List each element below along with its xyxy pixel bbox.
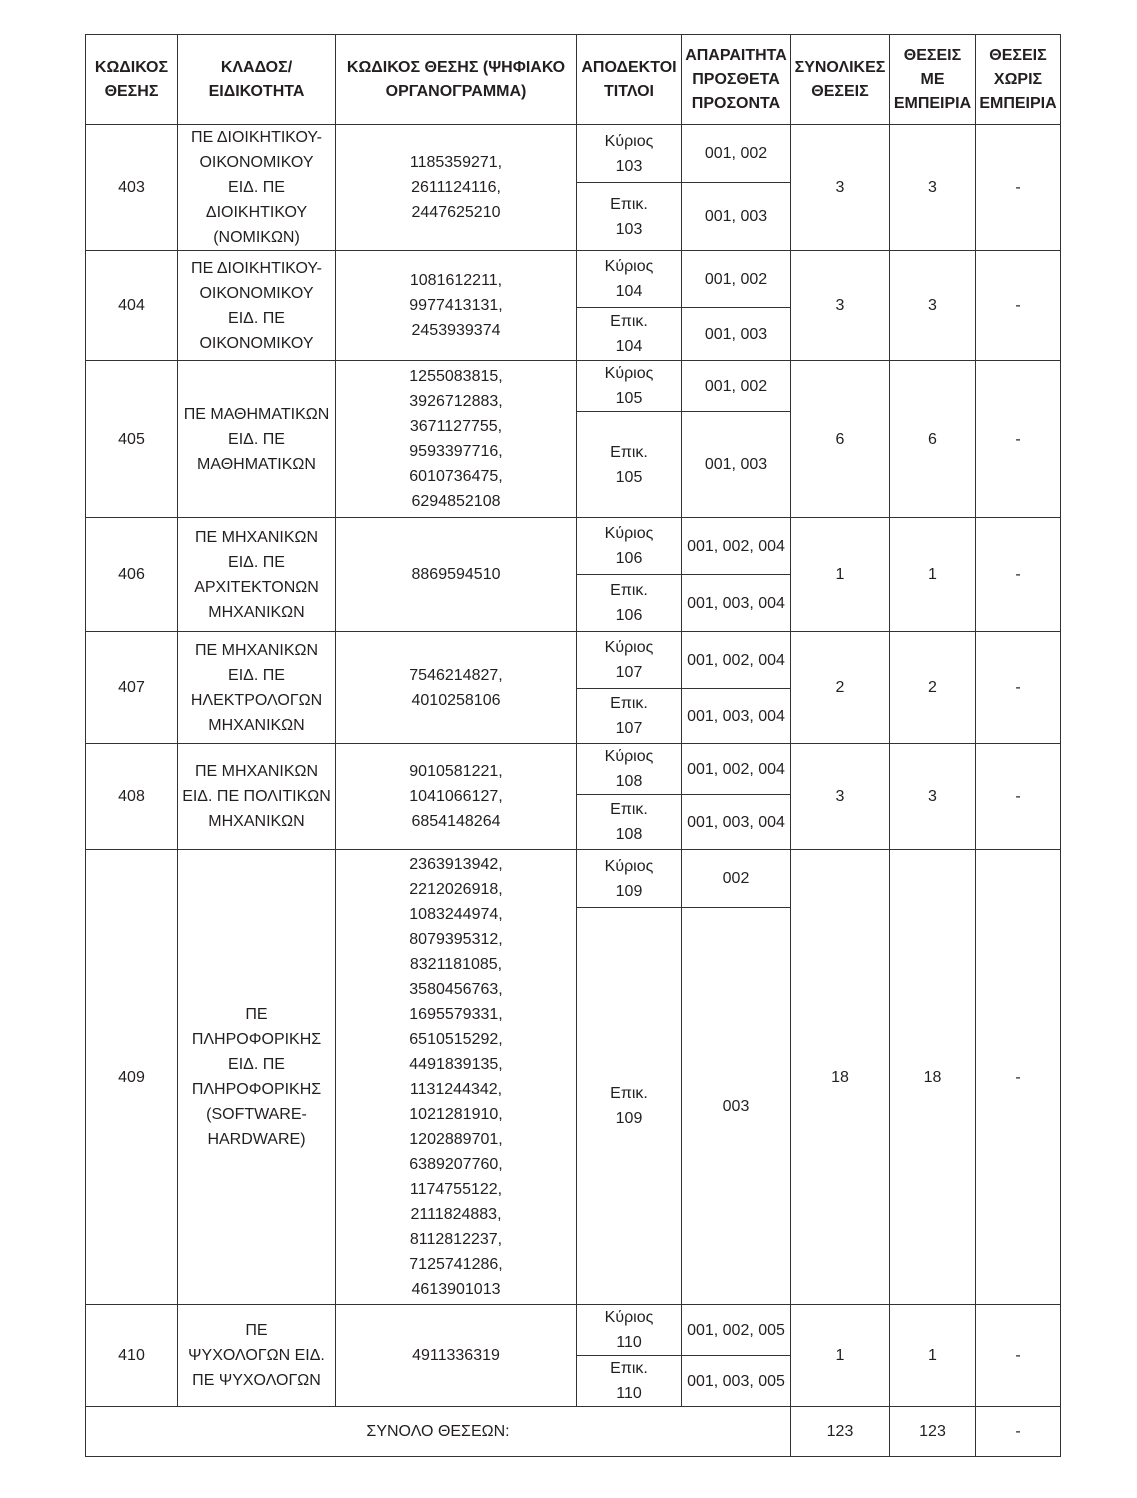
totals-row [86, 1407, 1061, 1457]
cell-alt-qualifications: 001, 003, 005 [682, 1356, 791, 1407]
cell-without-experience: - [976, 1305, 1061, 1407]
cell-without-experience: - [976, 361, 1061, 518]
cell-main-title: Κύριος 105 [577, 361, 682, 412]
cell-total: 3 [791, 744, 890, 850]
cell-main-qualifications: 001, 002, 005 [682, 1305, 791, 1356]
positions-table [85, 34, 1061, 1457]
cell-position-codes: 1255083815, 3926712883, 3671127755, 9593397716, 6010736475, 6294852108 [336, 361, 577, 518]
cell-alt-qualifications: 001, 003, 004 [682, 575, 791, 632]
cell-branch: ΠΕ ΜΑΘΗΜΑΤΙΚΩΝ ΕΙΔ. ΠΕ ΜΑΘΗΜΑΤΙΚΩΝ [178, 361, 336, 518]
cell-main-title: Κύριος 110 [577, 1305, 682, 1356]
cell-with-experience: 3 [890, 125, 976, 251]
cell-with-experience: 1 [890, 518, 976, 632]
cell-code: 405 [86, 361, 178, 518]
cell-alt-qualifications: 001, 003 [682, 308, 791, 361]
cell-alt-qualifications: 001, 003 [682, 183, 791, 251]
cell-alt-title: Επικ. 108 [577, 795, 682, 850]
cell-total: 1 [791, 1305, 890, 1407]
cell-code: 410 [86, 1305, 178, 1407]
table-row [86, 125, 1061, 183]
totals-label: ΣΥΝΟΛΟ ΘΕΣΕΩΝ: [86, 1407, 791, 1457]
cell-alt-qualifications: 001, 003 [682, 412, 791, 518]
cell-total: 2 [791, 632, 890, 744]
cell-total: 3 [791, 251, 890, 361]
cell-position-codes: 8869594510 [336, 518, 577, 632]
cell-without-experience: - [976, 251, 1061, 361]
cell-alt-title: Επικ. 107 [577, 689, 682, 744]
cell-position-codes: 1081612211, 9977413131, 2453939374 [336, 251, 577, 361]
cell-main-qualifications: 001, 002 [682, 125, 791, 183]
cell-alt-title: Επικ. 109 [577, 908, 682, 1305]
cell-alt-title: Επικ. 105 [577, 412, 682, 518]
header-titles: ΑΠΟΔΕΚΤΟΙ ΤΙΤΛΟΙ [577, 35, 682, 125]
header-code: ΚΩΔΙΚΟΣ ΘΕΣΗΣ [86, 35, 178, 125]
cell-with-experience: 2 [890, 632, 976, 744]
cell-main-title: Κύριος 108 [577, 744, 682, 795]
cell-without-experience: - [976, 518, 1061, 632]
cell-main-qualifications: 001, 002, 004 [682, 744, 791, 795]
cell-main-qualifications: 001, 002, 004 [682, 632, 791, 689]
cell-total: 1 [791, 518, 890, 632]
cell-with-experience: 3 [890, 744, 976, 850]
cell-branch: ΠΕ ΜΗΧΑΝΙΚΩΝ ΕΙΔ. ΠΕ ΑΡΧΙΤΕΚΤΟΝΩΝ ΜΗΧΑΝΙΚΩΝ [178, 518, 336, 632]
cell-main-title: Κύριος 106 [577, 518, 682, 575]
cell-main-qualifications: 001, 002, 004 [682, 518, 791, 575]
cell-total: 18 [791, 850, 890, 1305]
header-without-experience: ΘΕΣΕΙΣ ΧΩΡΙΣ ΕΜΠΕΙΡΙΑ [976, 35, 1061, 125]
cell-branch: ΠΕ ΔΙΟΙΚΗΤΙΚΟΥ- ΟΙΚΟΝΟΜΙΚΟΥ ΕΙΔ. ΠΕ ΟΙΚΟΝΟΜΙΚΟΥ [178, 251, 336, 361]
header-total: ΣΥΝΟΛΙΚΕΣ ΘΕΣΕΙΣ [791, 35, 890, 125]
cell-without-experience: - [976, 125, 1061, 251]
table-row [86, 632, 1061, 689]
cell-position-codes: 9010581221, 1041066127, 6854148264 [336, 744, 577, 850]
header-position-code: ΚΩΔΙΚΟΣ ΘΕΣΗΣ (ΨΗΦΙΑΚΟ ΟΡΓΑΝΟΓΡΑΜΜΑ) [336, 35, 577, 125]
cell-code: 407 [86, 632, 178, 744]
cell-branch: ΠΕ ΠΛΗΡΟΦΟΡΙΚΗΣ ΕΙΔ. ΠΕ ΠΛΗΡΟΦΟΡΙΚΗΣ (SOFTWARE- HARDWARE) [178, 850, 336, 1305]
totals-total: 123 [791, 1407, 890, 1457]
cell-alt-qualifications: 001, 003, 004 [682, 689, 791, 744]
cell-branch: ΠΕ ΔΙΟΙΚΗΤΙΚΟΥ- ΟΙΚΟΝΟΜΙΚΟΥ ΕΙΔ. ΠΕ ΔΙΟΙΚΗΤΙΚΟΥ (ΝΟΜΙΚΩΝ) [178, 125, 336, 251]
cell-main-qualifications: 001, 002 [682, 361, 791, 412]
cell-without-experience: - [976, 632, 1061, 744]
cell-branch: ΠΕ ΨΥΧΟΛΟΓΩΝ ΕΙΔ. ΠΕ ΨΥΧΟΛΟΓΩΝ [178, 1305, 336, 1407]
cell-code: 403 [86, 125, 178, 251]
cell-position-codes: 2363913942, 2212026918, 1083244974, 8079395312, 8321181085, 3580456763, 1695579331, 6510515292, 4491839135, 1131244342, 1021281910, 1202889701, 6389207760, 1174755122, 2111824883, 8112812237, 7125741286, 4613901013 [336, 850, 577, 1305]
cell-with-experience: 3 [890, 251, 976, 361]
cell-alt-title: Επικ. 110 [577, 1356, 682, 1407]
cell-with-experience: 6 [890, 361, 976, 518]
header-qualifications: ΑΠΑΡΑΙΤΗΤΑ ΠΡΟΣΘΕΤΑ ΠΡΟΣΟΝΤΑ [682, 35, 791, 125]
cell-code: 408 [86, 744, 178, 850]
cell-position-codes: 1185359271, 2611124116, 2447625210 [336, 125, 577, 251]
cell-main-qualifications: 001, 002 [682, 251, 791, 308]
cell-position-codes: 4911336319 [336, 1305, 577, 1407]
cell-with-experience: 18 [890, 850, 976, 1305]
cell-branch: ΠΕ ΜΗΧΑΝΙΚΩΝ ΕΙΔ. ΠΕ ΗΛΕΚΤΡΟΛΟΓΩΝ ΜΗΧΑΝΙΚΩΝ [178, 632, 336, 744]
cell-main-title: Κύριος 109 [577, 850, 682, 908]
table-row [86, 518, 1061, 575]
cell-code: 404 [86, 251, 178, 361]
cell-with-experience: 1 [890, 1305, 976, 1407]
cell-total: 6 [791, 361, 890, 518]
header-row [86, 35, 1061, 125]
cell-without-experience: - [976, 744, 1061, 850]
cell-main-title: Κύριος 107 [577, 632, 682, 689]
table-row [86, 251, 1061, 308]
cell-alt-title: Επικ. 106 [577, 575, 682, 632]
table-row [86, 744, 1061, 795]
totals-with-experience: 123 [890, 1407, 976, 1457]
cell-alt-qualifications: 003 [682, 908, 791, 1305]
cell-position-codes: 7546214827, 4010258106 [336, 632, 577, 744]
cell-alt-title: Επικ. 104 [577, 308, 682, 361]
cell-main-qualifications: 002 [682, 850, 791, 908]
cell-alt-qualifications: 001, 003, 004 [682, 795, 791, 850]
table-row [86, 361, 1061, 412]
header-branch: ΚΛΑΔΟΣ/ ΕΙΔΙΚΟΤΗΤΑ [178, 35, 336, 125]
header-with-experience: ΘΕΣΕΙΣ ΜΕ ΕΜΠΕΙΡΙΑ [890, 35, 976, 125]
cell-branch: ΠΕ ΜΗΧΑΝΙΚΩΝ ΕΙΔ. ΠΕ ΠΟΛΙΤΙΚΩΝ ΜΗΧΑΝΙΚΩΝ [178, 744, 336, 850]
cell-main-title: Κύριος 103 [577, 125, 682, 183]
totals-without-experience: - [976, 1407, 1061, 1457]
cell-main-title: Κύριος 104 [577, 251, 682, 308]
table-row [86, 1305, 1061, 1356]
cell-alt-title: Επικ. 103 [577, 183, 682, 251]
cell-code: 406 [86, 518, 178, 632]
table-row [86, 850, 1061, 908]
cell-code: 409 [86, 850, 178, 1305]
cell-total: 3 [791, 125, 890, 251]
cell-without-experience: - [976, 850, 1061, 1305]
